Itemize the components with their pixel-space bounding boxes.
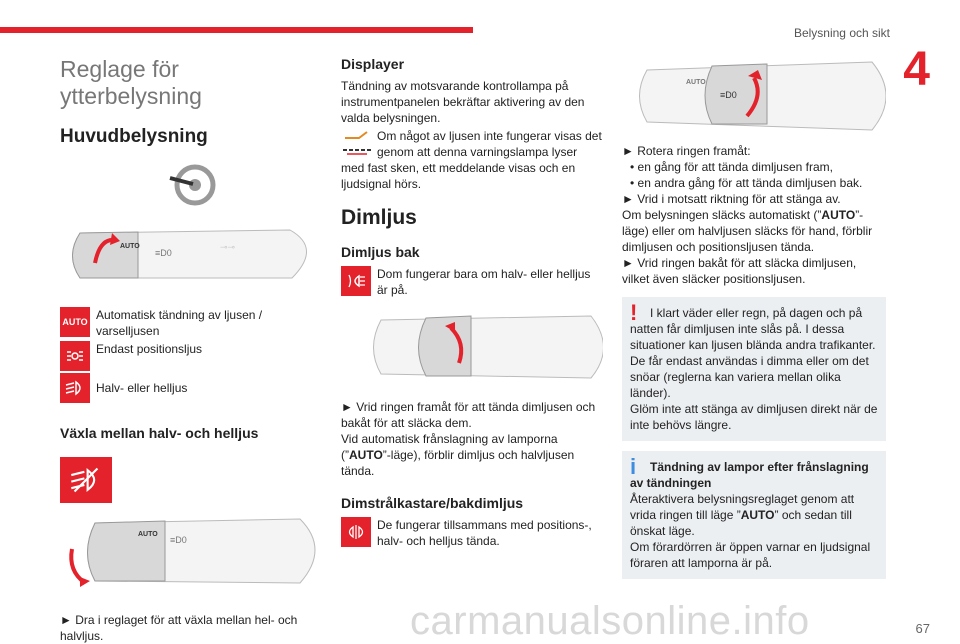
- info-title: Tändning av lampor efter frånslagning av tändningen: [630, 460, 869, 490]
- switch-stalk-figure: [60, 511, 325, 591]
- svg-text:≡D0: ≡D0: [720, 90, 737, 100]
- column-middle: [341, 56, 603, 549]
- rear-fog-stalk-figure: [341, 308, 603, 384]
- displays-text: Tändning av motsvarande kontrollampa på instrumentpanelen bekräftar aktivering av den valda belysningen.: [341, 79, 585, 125]
- list-item: [60, 341, 325, 371]
- mode-position-text: Endast positionsljus: [96, 342, 203, 356]
- fog-stalk-auto-label: AUTO: [686, 79, 706, 86]
- high-low-beam-icon: [60, 457, 112, 503]
- front-rear-fog-text: De fungerar tillsammans med positions-, halv- och helljus tända.: [377, 518, 592, 548]
- steering-wheel-figure: [60, 148, 325, 218]
- svg-text:⊸⊸: ⊸⊸: [220, 242, 236, 252]
- front-rear-fog-icon: [341, 517, 371, 547]
- switch-instruction: ► Dra i reglaget för att växla mellan hel- och halvljus.: [60, 613, 298, 643]
- warning-icon: !: [630, 300, 638, 325]
- instr-rotate-forward: ► Rotera ringen framåt:: [622, 144, 751, 158]
- heading-front-rear-fog: Dimstrålkastare/bakdimljus: [341, 495, 524, 511]
- info-box: [622, 451, 886, 579]
- info-icon: i: [630, 454, 637, 479]
- light-modes-list: [60, 307, 325, 403]
- rear-fog-auto-note: Vid automatisk frånslagning av lamporna (”AUTO”-läge), förblir dimljus och halvljusen tända.: [341, 432, 575, 478]
- position-lights-icon: [60, 341, 90, 371]
- watermark: carmanualsonline.info: [410, 599, 810, 643]
- heading-switch-beam: Växla mellan halv- och helljus: [60, 425, 259, 441]
- svg-text:≡D0: ≡D0: [170, 535, 187, 545]
- light-stalk-figure: [60, 218, 325, 288]
- chapter-title: Belysning och sikt: [793, 26, 890, 40]
- instr-turn-off: ► Vrid i motsatt riktning för att stänga av.: [622, 192, 841, 206]
- info-text-auto: Återaktivera belysningsreglaget genom att vrida ringen till läge ”AUTO” och sedan till önskat läge.: [630, 492, 855, 538]
- mode-auto-text: Automatisk tändning av ljusen / varselljusen: [96, 308, 263, 338]
- lamp-fault-warning-icon: [341, 128, 373, 158]
- rear-fog-instruction: ► Vrid ringen framåt för att tända dimljusen och bakåt för att släcka dem.: [341, 400, 596, 430]
- header-accent-bar: [0, 27, 473, 33]
- svg-text:≡D0: ≡D0: [155, 248, 172, 258]
- low-high-beam-icon: [60, 373, 90, 403]
- instr-twice: • en andra gång för att tända dimljusen bak.: [630, 176, 863, 190]
- fog-warning-box: [622, 297, 886, 441]
- rear-fog-row: [341, 266, 603, 298]
- warning-lamp-text: Om något av ljusen inte fungerar visas det genom att denna varningslampa lyser med fast sken, ett meddelande visas och en ljudsignal hörs.: [341, 129, 602, 191]
- warning-lamp-block: [341, 128, 603, 192]
- warning-text: I klart väder eller regn, på dagen och på natten får dimljusen inte slås på. I dessa situationer kan ljusen blända andra trafikanter. De får endast användas i dimma eller om det snöar (reglerna kan variera mellan olika länder).: [630, 306, 876, 400]
- instr-once: • en gång för att tända dimljusen fram,: [630, 160, 833, 174]
- heading-fog-lights: Dimljus: [341, 206, 417, 229]
- instr-auto-note: Om belysningen släcks automatiskt (”AUTO”-läge) eller om halvljusen släcks för hand, förblir dimljusen och positionsljusen tända.: [622, 208, 873, 254]
- section-title: Reglage för ytterbelysning: [60, 56, 202, 109]
- column-left: [60, 56, 325, 644]
- list-item: [60, 373, 325, 403]
- heading-main-lights: Huvudbelysning: [60, 126, 208, 147]
- chapter-number: 4: [903, 43, 930, 96]
- warning-text-2: Glöm inte att stänga av dimljusen direkt när de inte behövs längre.: [630, 402, 878, 432]
- front-rear-fog-row: [341, 517, 603, 549]
- instr-rotate-back: ► Vrid ringen bakåt för att släcka dimljusen, vilket även släcker positionsljusen.: [622, 256, 857, 286]
- heading-displays: Displayer: [341, 56, 405, 72]
- mode-beam-text: Halv- eller helljus: [96, 381, 188, 395]
- page-number: 67: [915, 621, 930, 636]
- fog-stalk-figure: [622, 56, 886, 132]
- info-text-door: Om förardörren är öppen varnar en ljudsignal föraren att lamporna är på.: [630, 540, 871, 570]
- fog-instructions: [622, 143, 886, 287]
- list-item: [60, 307, 325, 339]
- heading-rear-fog: Dimljus bak: [341, 244, 420, 260]
- stalk-auto-label: AUTO: [120, 243, 140, 250]
- auto-icon: AUTO: [60, 307, 90, 337]
- column-right: [622, 56, 886, 579]
- steering-wheel-icon: [165, 160, 225, 210]
- rear-fog-text: Dom fungerar bara om halv- eller helljus är på.: [377, 267, 591, 297]
- switch-stalk-auto-label: AUTO: [138, 531, 158, 538]
- rear-fog-icon: [341, 266, 371, 296]
